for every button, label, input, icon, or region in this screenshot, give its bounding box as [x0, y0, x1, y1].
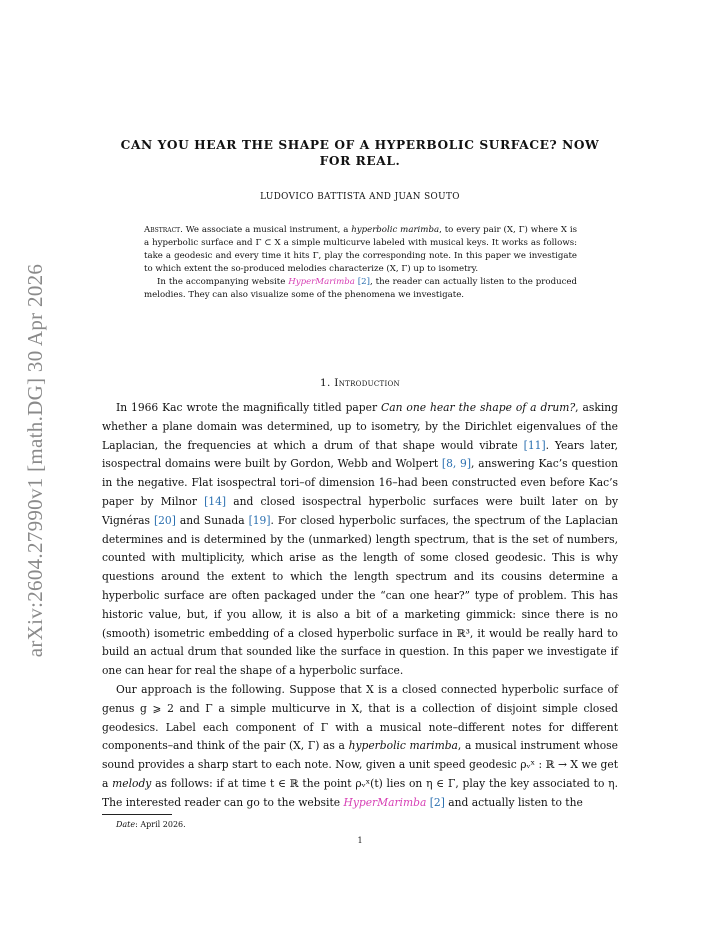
abstract	[144, 224, 577, 301]
citation-link[interactable]: [2]	[429, 795, 445, 809]
body-text-run: , asking whether a plane domain was determined, up to isometry, by the Dirichlet eigenvalues of the Laplacian, the frequencies at which a drum of that shape would vibrate	[102, 401, 618, 452]
abstract-text: , to every pair (X, Γ) where X is a hyperbolic surface and Γ ⊂ X a simple multicurve labeled with musical keys. It works as follows: take a geodesic and every time it hits Γ, play the corresponding note. In this paper we investigate to which extent the so-produced melodies characterize (X, Γ) up to isometry.	[144, 225, 577, 274]
body-text-run: . Years later, isospectral domains were built by Gordon, Webb and Wolpert	[102, 438, 618, 471]
paper-title	[100, 137, 620, 169]
abstract-paragraph-2	[144, 276, 577, 302]
abstract-text: In the accompanying website	[157, 276, 286, 287]
section-title: Introduction	[334, 377, 400, 389]
body-text-run: Our approach is the following. Suppose that X is a closed connected hyperbolic surface of genus g ⩾ 2 and Γ a simple multicurve in X, that is a collection of disjoint simple closed geodesics. Label each component of Γ with a musical note–different notes for different components–and think of the pair (X, Γ) as a	[102, 682, 618, 753]
section-number: 1.	[320, 377, 331, 389]
body-text-run: . For closed hyperbolic surfaces, the spectrum of the Laplacian determines and is determined by the (unmarked) length spectrum, that is the set of numbers, counted with multiplicity, which arise as the length of some closed geodesic. This is why questions around the extent to which the length spectrum and its cousins determine a hyperbolic surface are often packaged under the “can one hear?” type of problem. This has historic value, but, if you allow, it is also a bit of a marketing gimmick: since there is no (smooth) isometric embedding of a closed hyperbolic surface in ℝ³, it would be really hard to build an actual drum that sounded like the surface in question. In this paper we investigate if one can hear for real the shape of a hyperbolic surface.	[102, 513, 618, 678]
body-emphasis: hyperbolic marimba	[348, 739, 458, 753]
body-text-run: and actually listen to the	[448, 795, 583, 809]
body-text-run: , a musical instrument whose sound provides a sharp start to each note. Now, given a unit speed geodesic ρᵥˣ : ℝ → X we get a	[102, 739, 618, 790]
footnote	[116, 820, 186, 829]
citation-link[interactable]: [19]	[248, 513, 271, 527]
body-paragraph-2	[102, 681, 618, 813]
body-text-run: and closed isospectral hyperbolic surfaces were built later on by Vignéras	[102, 494, 618, 527]
footnote-rule	[102, 814, 172, 815]
body-text-run: as follows: if at time t ∈ ℝ the point ρᵥˣ(t) lies on η ∈ Γ, play the key associated to η. The interested reader can go to the website	[102, 776, 618, 809]
body-text-run: , answering Kac’s question in the negative. Flat isospectral tori–of dimension 16–had been constructed even before Kac’s paper by Milnor	[102, 457, 619, 508]
arxiv-identifier[interactable]: arXiv:2604.27990v1 [math.DG] 30 Apr 2026	[23, 263, 48, 657]
abstract-paragraph-1	[144, 224, 577, 276]
abstract-label: Abstract.	[144, 225, 183, 235]
title-line-1: CAN YOU HEAR THE SHAPE OF A HYPERBOLIC SURFACE? NOW	[120, 138, 600, 152]
citation-link[interactable]: [14]	[204, 494, 227, 508]
citation-link[interactable]: [8, 9]	[441, 457, 472, 471]
body-text	[102, 399, 618, 813]
authors: LUDOVICO BATTISTA AND JUAN SOUTO	[260, 192, 460, 202]
body-text-run: In 1966 Kac wrote the magnifically titled paper	[116, 401, 378, 414]
title-line-2: FOR REAL.	[319, 154, 401, 168]
footnote-text: : April 2026.	[135, 820, 186, 829]
body-paragraph-1	[102, 399, 618, 681]
footnote-label: Date	[116, 820, 136, 829]
citation-link[interactable]: [20]	[153, 513, 176, 527]
section-heading	[100, 377, 620, 389]
page-number: 1	[357, 836, 363, 845]
body-emphasis: Can one hear the shape of a drum?	[381, 401, 576, 414]
citation-link[interactable]: [2]	[357, 276, 370, 287]
hypermarimba-link[interactable]: HyperMarimba	[343, 795, 427, 809]
body-emphasis: melody	[112, 776, 152, 790]
body-text-run: and Sunada	[179, 513, 245, 527]
arxiv-stamp	[12, 240, 60, 680]
abstract-text: , the reader can actually listen to the produced melodies. They can also visualize some of the phenomena we investigate.	[144, 276, 578, 300]
abstract-emphasis: hyperbolic marimba	[351, 225, 440, 235]
abstract-text: We associate a musical instrument, a	[185, 225, 349, 235]
citation-link[interactable]: [11]	[523, 438, 546, 452]
hypermarimba-link[interactable]: HyperMarimba	[288, 276, 355, 287]
